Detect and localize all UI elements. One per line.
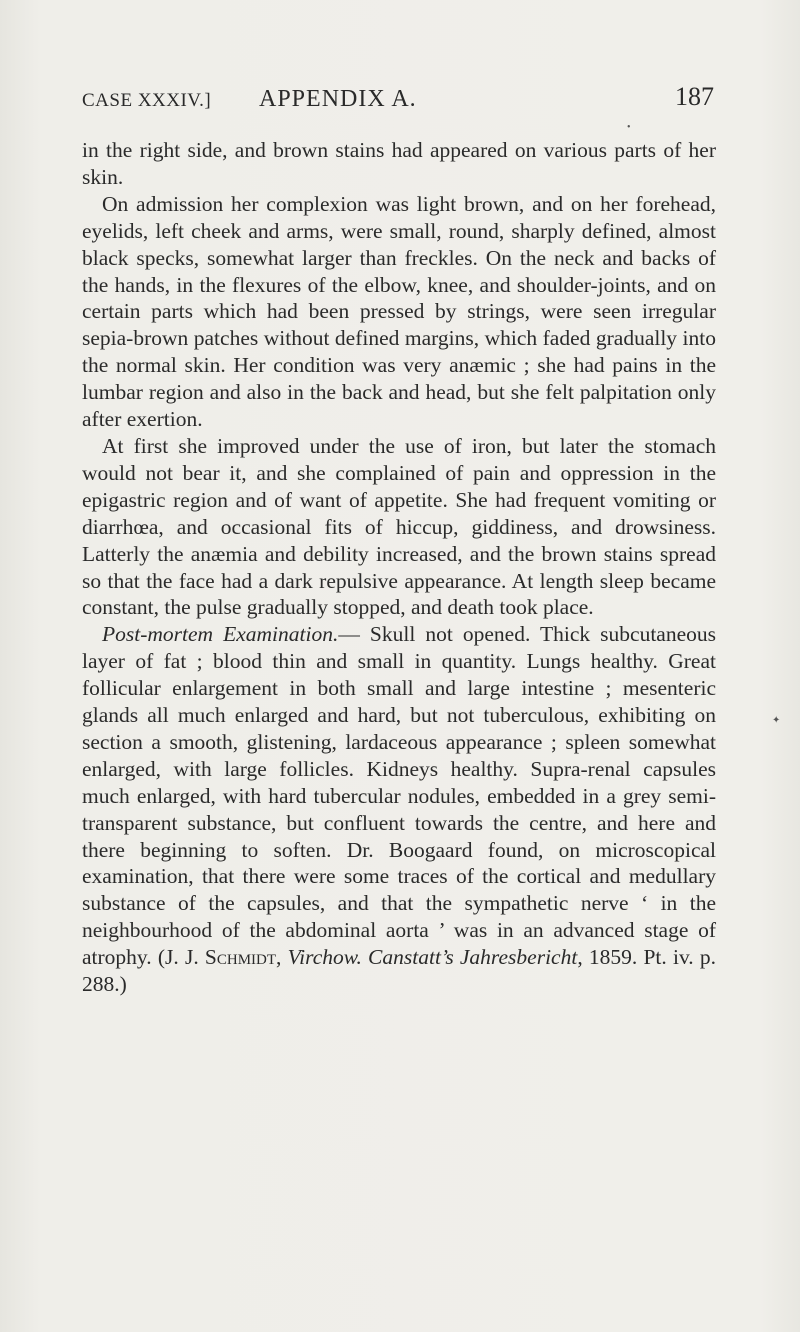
print-speck: ✦ bbox=[772, 715, 781, 726]
running-header bbox=[82, 82, 714, 120]
citation-source: Virchow. Canstatt’s Jahresbericht bbox=[287, 945, 578, 970]
running-title: APPENDIX A. bbox=[259, 86, 417, 112]
print-speck: • bbox=[627, 122, 631, 133]
page-number: 187 bbox=[675, 82, 714, 111]
paragraph-text: At first she improved under the use of iron, but later the stomach would not bear it, and she complained of pain and oppression in the epigastric region and of want of appetite. She had frequent vomiting or diarrhœa, and occasional fits of hiccup, giddiness, and drowsiness. Latterly the anæmia and debility increased, and the brown stains spread so that the face had a dark repulsive appearance. At length sleep became constant, the pulse gradually stopped, and death took place. bbox=[82, 433, 716, 620]
paragraph-post-mortem bbox=[82, 621, 716, 998]
case-label: CASE XXXIV.] bbox=[82, 90, 212, 111]
paragraph-text: in the right side, and brown stains had appeared on various parts of her skin. bbox=[82, 138, 716, 189]
body-text bbox=[82, 137, 716, 998]
paragraph-continuation bbox=[82, 137, 716, 191]
paragraph-course bbox=[82, 433, 716, 621]
section-heading: Post-mortem Examination. bbox=[102, 622, 339, 647]
paragraph-text: On admission her complexion was light brown, and on her forehead, eyelids, left cheek and arms, were small, round, sharply defined, almost black specks, somewhat larger than freckles. On the neck and backs of the hands, in the flexures of the elbow, knee, and shoulder-joints, and on certain parts which had been pressed by strings, were seen irregular sepia-brown patches without defined margins, which faded gradually into the normal skin. Her condition was very anæmic ; she had pains in the lumbar region and also in the back and head, but she felt palpitation only after exertion. bbox=[82, 191, 716, 432]
paragraph-admission bbox=[82, 191, 716, 433]
citation-separator: , bbox=[276, 945, 288, 970]
paragraph-text: — Skull not opened. Thick subcutaneous layer of fat ; blood thin and small in quantity. Lungs healthy. Great follicular enlargement in both small and large intestine ; mesenteric glands all much enlarged and hard, but not tuberculous, exhibiting on section a smooth, glistening, lardaceous appearance ; spleen somewhat enlarged, with large follicles. Kidneys healthy. Supra-renal capsules much enlarged, with hard tubercular nodules, embedded in a grey semi-transparent substance, but confluent towards the centre, and here and there beginning to soften. Dr. Boogaard found, on microscopical examination, that there were some traces of the cortical and medullary substance of the capsules, and that the sympathetic nerve ‘ in the neighbourhood of the abdominal aorta ’ was in an advanced stage of atrophy. (J. J. bbox=[82, 622, 716, 970]
citation-tail: , 1859. Pt. iv. p. 288.) bbox=[82, 945, 716, 997]
citation-author: Schmidt bbox=[204, 945, 277, 970]
